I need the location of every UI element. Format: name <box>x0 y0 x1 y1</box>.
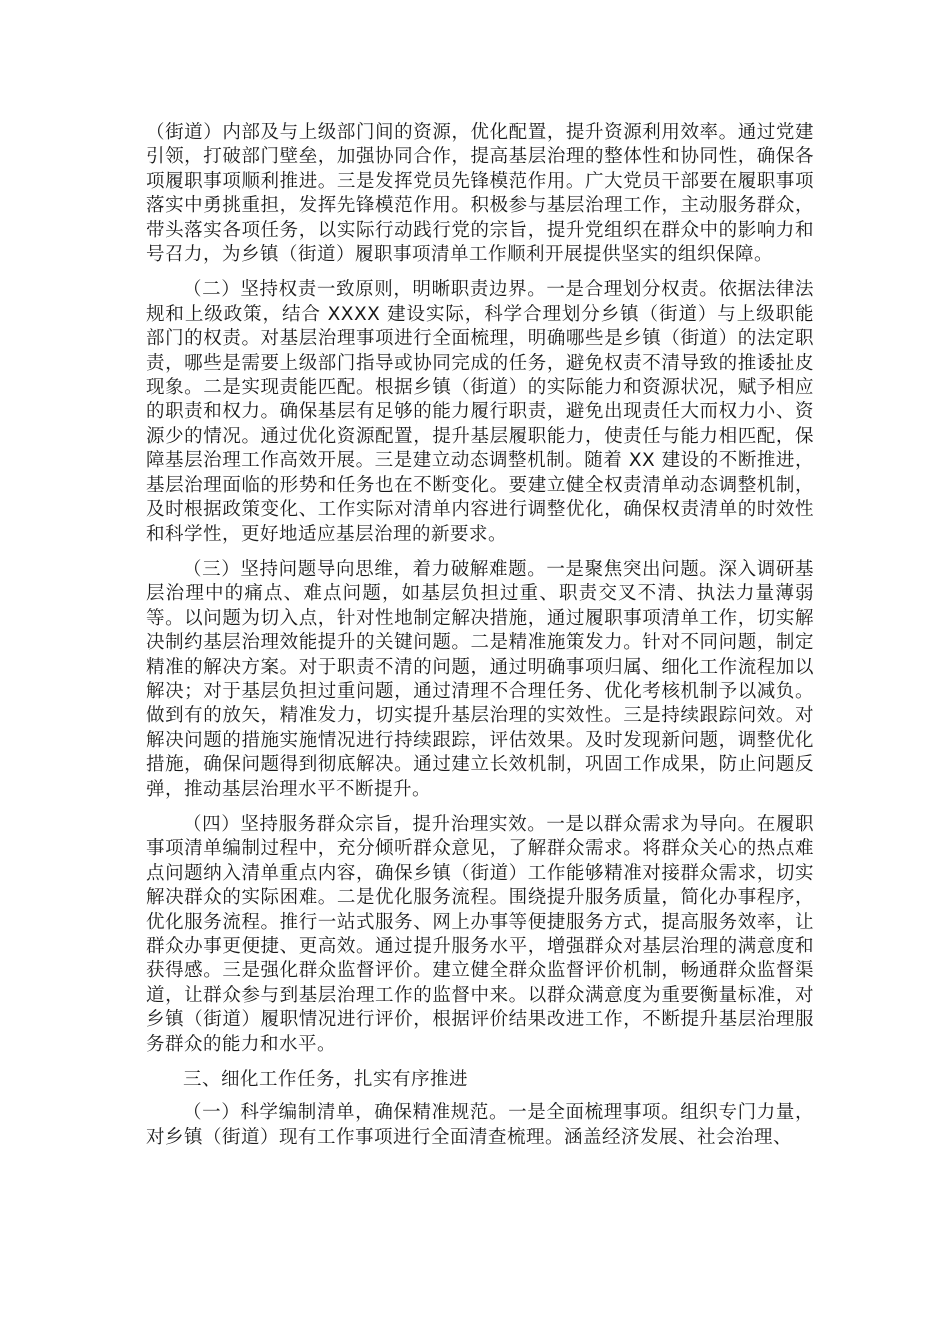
body-paragraph-4: （四）坚持服务群众宗旨，提升治理实效。一是以群众需求为导向。在履职事项清单编制过程中，充分倾听群众意见，了解群众需求。将群众关心的热点难点问题纳入清单重点内容，确保乡镇（街道）工作能够精准对接群众需求，切实解决群众的实际困难。二是优化服务流程。围绕提升服务质量，简化办事程序，优化服务流程。推行一站式服务、网上办事等便捷服务方式，提高服务效率，让群众办事更便捷、更高效。通过提升服务水平，增强群众对基层治理的满意度和获得感。三是强化群众监督评价。建立健全群众监督评价机制，畅通群众监督渠道，让群众参与到基层治理工作的监督中来。以群众满意度为重要衡量标准，对乡镇（街道）履职情况进行评价，根据评价结果改进工作，不断提升基层治理服务群众的能力和水平。 <box>146 813 814 1055</box>
body-paragraph-2: （二）坚持权责一致原则，明晰职责边界。一是合理划分权责。依据法律法规和上级政策，结合 XXXX 建设实际，科学合理划分乡镇（街道）与上级职能部门的权责。对基层治理事项进行全面梳理，明确哪些是乡镇（街道）的法定职责，哪些是需要上级部门指导或协同完成的任务，避免权责不清导致的推诿扯皮现象。二是实现责能匹配。根据乡镇（街道）的实际能力和资源状况，赋予相应的职责和权力。确保基层有足够的能力履行职责，避免出现责任大而权力小、资源少的情况。通过优化资源配置，提升基层履职能力，使责任与能力相匹配，保障基层治理工作高效开展。三是建立动态调整机制。随着 XX 建设的不断推进，基层治理面临的形势和任务也在不断变化。要建立健全权责清单动态调整机制，及时根据政策变化、工作实际对清单内容进行调整优化，确保权责清单的时效性和科学性，更好地适应基层治理的新要求。 <box>146 279 814 545</box>
body-paragraph-1: （街道）内部及与上级部门间的资源，优化配置，提升资源利用效率。通过党建引领，打破部门壁垒，加强协同合作，提高基层治理的整体性和协同性，确保各项履职事项顺利推进。三是发挥党员先锋模范作用。广大党员干部要在履职事项落实中勇挑重担，发挥先锋模范作用。积极参与基层治理工作，主动服务群众，带头落实各项任务，以实际行动践行党的宗旨，提升党组织在群众中的影响力和号召力，为乡镇（街道）履职事项清单工作顺利开展提供坚实的组织保障。 <box>146 122 814 266</box>
section-heading: 三、细化工作任务，扎实有序推进 <box>183 1069 469 1091</box>
body-paragraph-3: （三）坚持问题导向思维，着力破解难题。一是聚焦突出问题。深入调研基层治理中的痛点、难点问题，如基层负担过重、职责交叉不清、执法力量薄弱等。以问题为切入点，针对性地制定解决措施，通过履职事项清单工作，切实解决制约基层治理效能提升的关键问题。二是精准施策发力。针对不同问题，制定精准的解决方案。对于职责不清的问题，通过明确事项归属、细化工作流程加以解决；对于基层负担过重问题，通过清理不合理任务、优化考核机制予以减负。做到有的放矢，精准发力，切实提升基层治理的实效性。三是持续跟踪问效。对解决问题的措施实施情况进行持续跟踪，评估效果。及时发现新问题，调整优化措施，确保问题得到彻底解决。通过建立长效机制，巩固工作成果，防止问题反弹，推动基层治理水平不断提升。 <box>146 558 814 800</box>
body-paragraph-5: （一）科学编制清单，确保精准规范。一是全面梳理事项。组织专门力量，对乡镇（街道）现有工作事项进行全面清查梳理。涵盖经济发展、社会治理、 <box>146 1102 814 1148</box>
document-page <box>146 121 814 1150</box>
